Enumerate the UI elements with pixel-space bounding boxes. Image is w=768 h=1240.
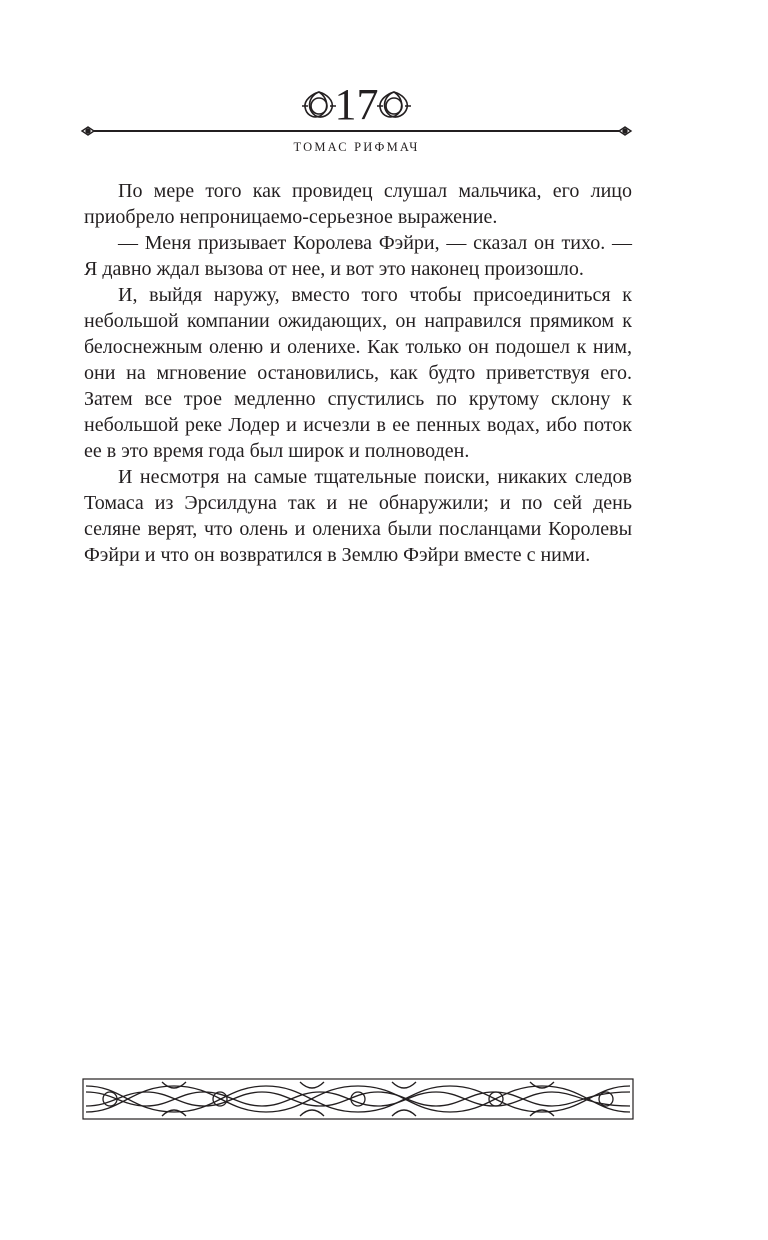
paragraph: И, выйдя наружу, вместо того чтобы присоединиться к небольшой компании ожидающих, он направился прямиком к белоснежным оленю и оленихе. Как только он подошел к ним, они на мгновение остановились, как будто приветствуя его. Затем все трое медленно спустились по крутому склону к небольшой реке Лодер и исчезли в ее пенных водах, ибо поток ее в это время года был широк и полноводен. — [84, 284, 632, 462]
paragraph: — Меня призывает Королева Фэйри, — сказал он тихо. — Я давно ждал вызова от нее, и вот это наконец произошло. — [84, 232, 632, 280]
page-header — [80, 82, 633, 162]
paragraph: По мере того как провидец слушал мальчика, его лицо приобрело непроницаемо-серьезное выражение. — [84, 180, 632, 228]
running-title: ТОМАС РИФМАЧ — [293, 140, 420, 154]
paragraph: И несмотря на самые тщательные поиски, никаких следов Томаса из Эрсилдуна так и не обнаружили; и по сей день селяне верят, что олень и олениха были посланцами Королевы Фэйри и что он возвратился в Землю Фэйри вместе с ними. — [84, 466, 632, 566]
triquetra-knot-right-icon — [375, 88, 413, 122]
celtic-knotwork-band-icon — [82, 1078, 634, 1120]
header-rule — [80, 124, 633, 138]
body-text — [84, 178, 632, 568]
page-number: 17 — [334, 80, 379, 129]
